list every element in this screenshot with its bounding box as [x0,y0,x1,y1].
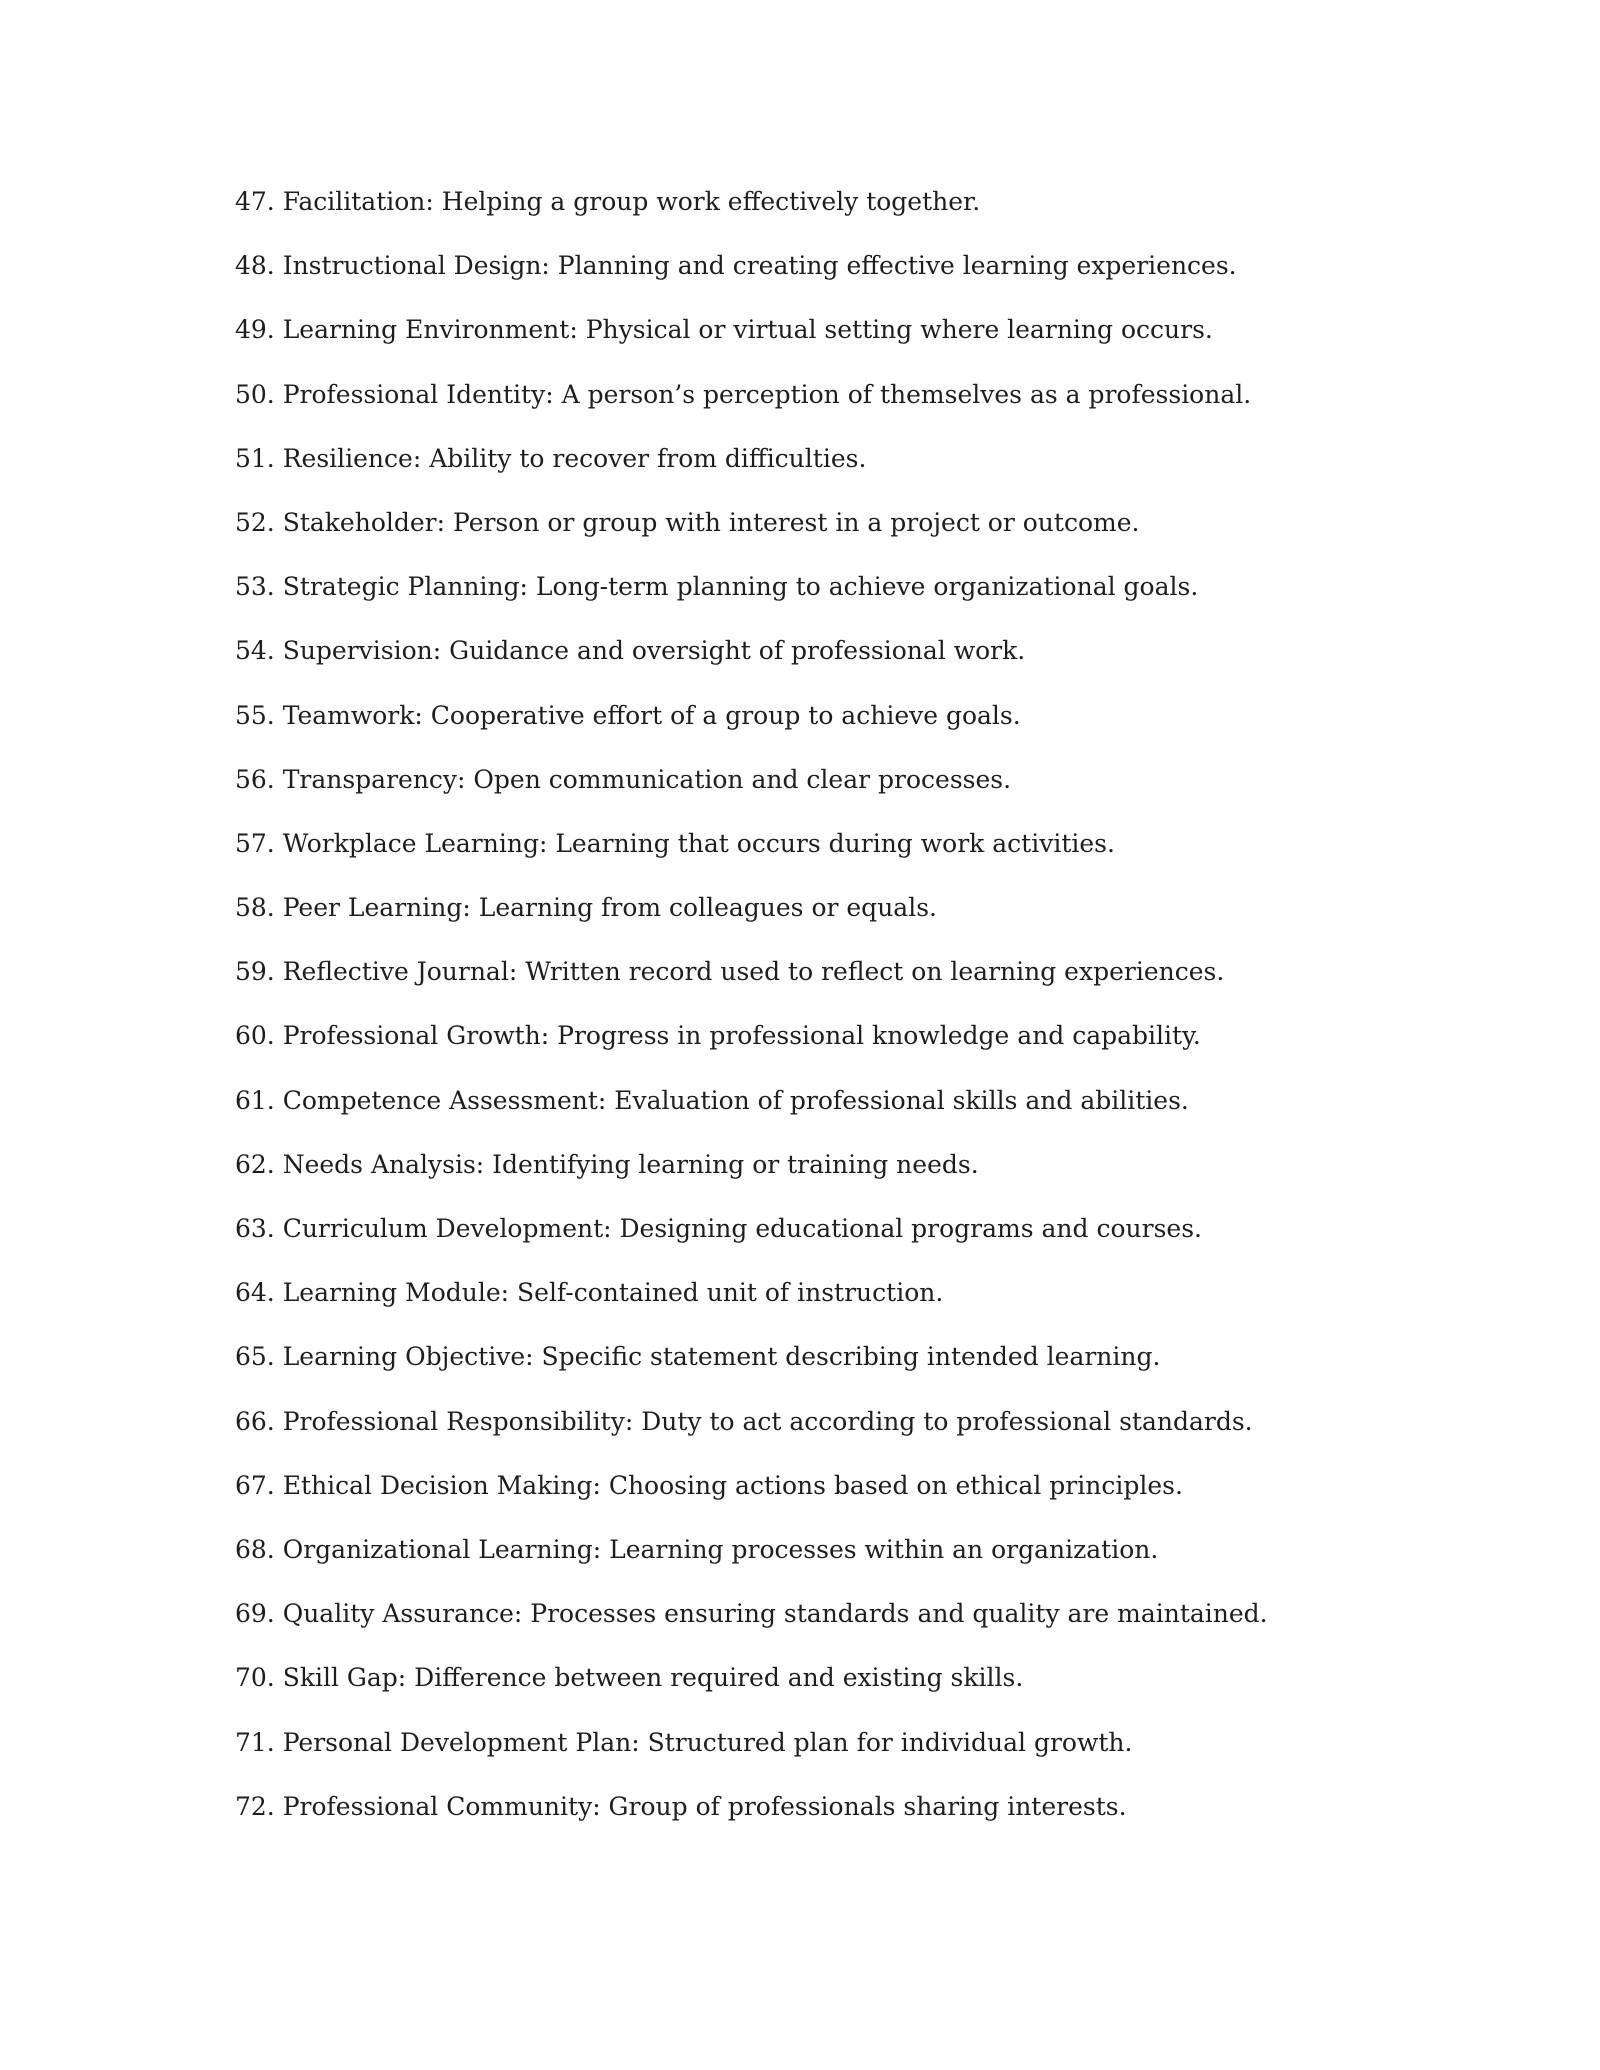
glossary-entry: 54. Supervision: Guidance and oversight of professional work. [235,636,1026,666]
glossary-entry: 49. Learning Environment: Physical or virtual setting where learning occurs. [235,315,1213,345]
glossary-entry: 69. Quality Assurance: Processes ensuring standards and quality are maintained. [235,1599,1268,1629]
glossary-entry: 50. Professional Identity: A person’s perception of themselves as a professional. [235,379,1252,409]
glossary-entry: 61. Competence Assessment: Evaluation of professional skills and abilities. [235,1085,1189,1115]
glossary-entry: 51. Resilience: Ability to recover from difficulties. [235,443,867,473]
glossary-entry: 62. Needs Analysis: Identifying learning or training needs. [235,1149,979,1179]
glossary-entry: 68. Organizational Learning: Learning processes within an organization. [235,1534,1159,1564]
glossary-entry: 60. Professional Growth: Progress in professional knowledge and capability. [235,1021,1201,1051]
glossary-entry: 47. Facilitation: Helping a group work effectively together. [235,187,981,216]
glossary-entry: 67. Ethical Decision Making: Choosing actions based on ethical principles. [235,1470,1183,1500]
glossary-entry: 58. Peer Learning: Learning from colleagues or equals. [235,893,937,923]
glossary-list [235,180,1435,1849]
glossary-entry: 71. Personal Development Plan: Structured plan for individual growth. [235,1727,1133,1757]
glossary-entry: 52. Stakeholder: Person or group with interest in a project or outcome. [235,507,1140,537]
glossary-entry: 56. Transparency: Open communication and clear processes. [235,764,1012,794]
glossary-entry: 55. Teamwork: Cooperative effort of a group to achieve goals. [235,700,1021,730]
glossary-entry: 70. Skill Gap: Difference between required and existing skills. [235,1663,1024,1693]
glossary-entry: 72. Professional Community: Group of professionals sharing interests. [235,1791,1127,1821]
glossary-entry: 63. Curriculum Development: Designing educational programs and courses. [235,1214,1202,1243]
glossary-entry: 48. Instructional Design: Planning and creating effective learning experiences. [235,251,1237,281]
glossary-entry: 64. Learning Module: Self-contained unit of instruction. [235,1278,944,1308]
glossary-entry: 59. Reflective Journal: Written record used to reflect on learning experiences. [235,957,1225,987]
glossary-entry: 66. Professional Responsibility: Duty to act according to professional standards. [235,1406,1253,1436]
glossary-entry: 57. Workplace Learning: Learning that occurs during work activities. [235,828,1115,858]
glossary-entry: 65. Learning Objective: Specific statement describing intended learning. [235,1342,1161,1372]
glossary-entry: 53. Strategic Planning: Long-term planning to achieve organizational goals. [235,572,1199,602]
